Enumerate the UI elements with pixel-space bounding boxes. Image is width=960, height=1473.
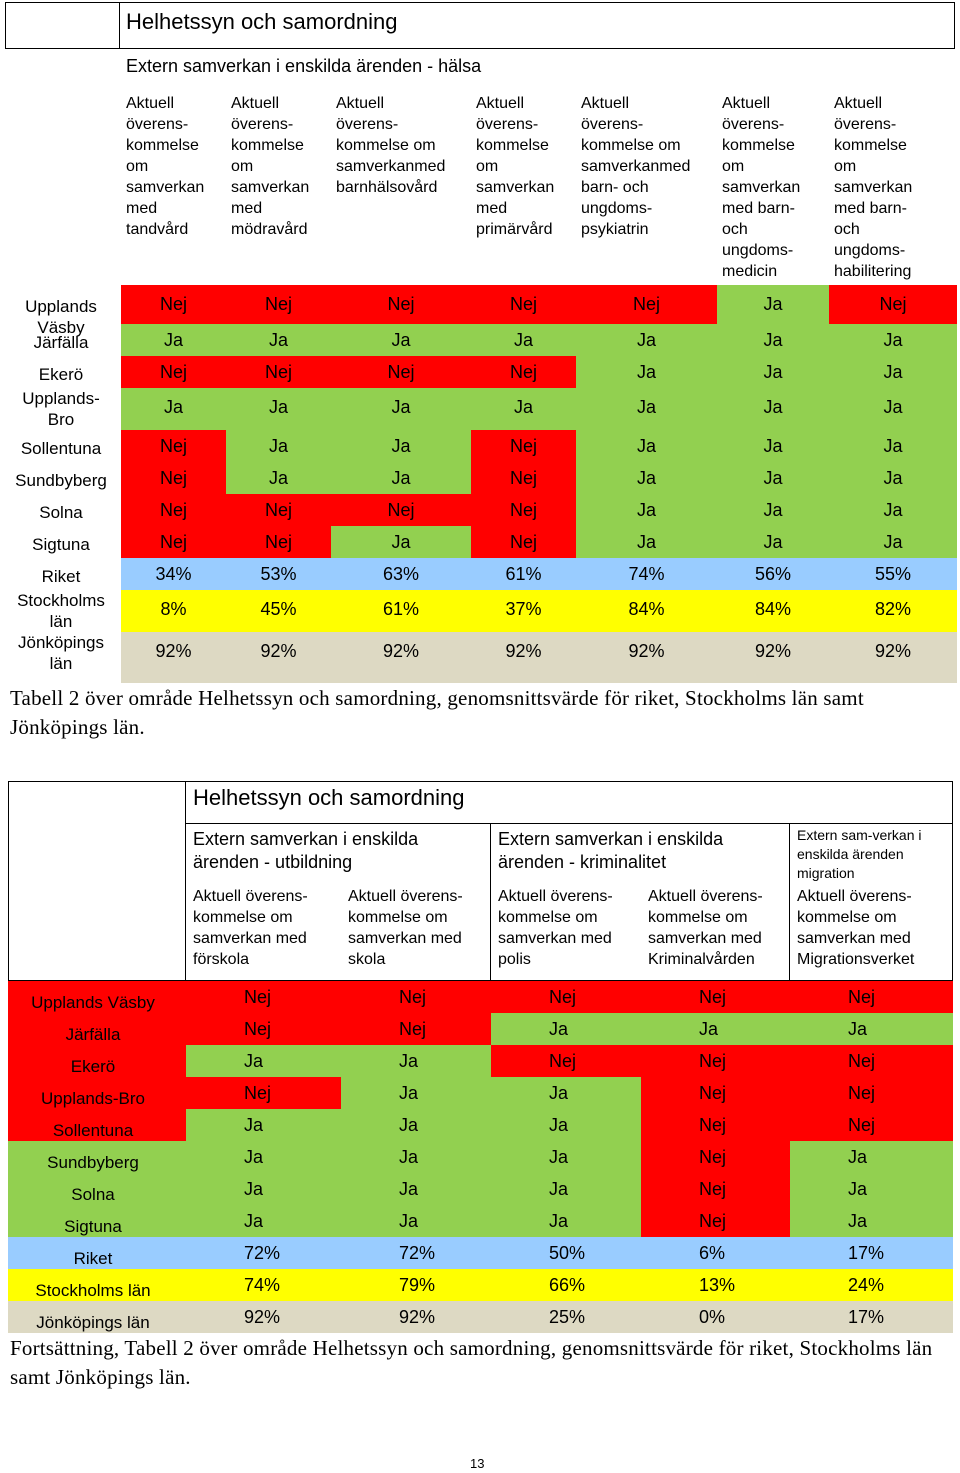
table2-row-label: Solna (71, 1185, 115, 1204)
table2-cell: Ja (341, 1045, 491, 1077)
table2-column-header: Aktuell överens- kommelse om samverkan med polis (498, 888, 613, 968)
table1-cell: Nej (471, 494, 576, 526)
table2-group-migration-label: Extern sam-verkan i enskilda ärenden migration (797, 827, 922, 881)
table1-cell: 92% (471, 632, 576, 670)
table1-cell: 53% (226, 558, 331, 590)
table2-cell: Ja (790, 1173, 953, 1205)
table2-cell: Nej (186, 1013, 341, 1045)
table2-cell: Ja (790, 1013, 953, 1045)
table2-cell: Ja (341, 1173, 491, 1205)
table1-row-label: Järfälla (33, 332, 89, 352)
table1-cell: Ja (226, 324, 331, 356)
table1-cell: Ja (576, 494, 717, 526)
table1-cell: Ja (829, 388, 957, 426)
table1-cell: Ja (226, 388, 331, 426)
table2-cell: Ja (790, 1141, 953, 1173)
table2-cell: 79% (341, 1269, 491, 1301)
table1-cell: Ja (226, 430, 331, 462)
table2-title: Helhetssyn och samordning (193, 785, 465, 810)
table1-cell: Ja (331, 462, 471, 494)
table1-row-label: Solna (39, 502, 83, 522)
table2-cell: 92% (341, 1301, 491, 1333)
table1-column-header: Aktuell överens- kommelse om samverkan med barn- och ungdoms- medicin (722, 95, 801, 280)
table2-cell: 25% (491, 1301, 641, 1333)
table1-row-label: Upplands- Bro (22, 389, 100, 429)
table1-cell: Ja (331, 526, 471, 558)
table1-cell: Nej (576, 285, 717, 324)
table1-cell: Nej (331, 494, 471, 526)
table2-cell: Nej (641, 981, 790, 1013)
table1-title: Helhetssyn och samordning (126, 9, 398, 34)
table1-cell: 61% (331, 590, 471, 628)
table1-cell: Nej (226, 285, 331, 324)
table2-row-label: Riket (73, 1249, 113, 1268)
table2-cell: 74% (186, 1269, 341, 1301)
table2-cell: Ja (641, 1013, 790, 1045)
table2-cell: Ja (491, 1205, 641, 1237)
table2-cell: Ja (186, 1045, 341, 1077)
table2-cell: Ja (491, 1173, 641, 1205)
table2-group-utbildning-label: Extern samverkan i enskilda ärenden - utbildning (193, 829, 419, 872)
table1-cell: Ja (829, 356, 957, 388)
table1-cell: 34% (121, 558, 226, 590)
table1-cell: Ja (717, 388, 829, 426)
table1-cell: Ja (471, 324, 576, 356)
table2-cell: Nej (186, 981, 341, 1013)
table1-cell: Ja (717, 494, 829, 526)
table1-cell: Nej (471, 285, 576, 324)
table2-cell: 92% (186, 1301, 341, 1333)
table1-cell: Ja (471, 388, 576, 426)
table2-cell: Ja (186, 1205, 341, 1237)
table1-title-left-box (5, 2, 120, 49)
table2-cell: 13% (641, 1269, 790, 1301)
table2-cell: 17% (790, 1301, 953, 1333)
table2-cell: Nej (341, 1013, 491, 1045)
table1-row-label: Upplands Väsby (25, 297, 97, 337)
table1-cell: Nej (226, 494, 331, 526)
table2-row-label: Ekerö (70, 1057, 116, 1076)
table1-column-header: Aktuell överens- kommelse om samverkan med mödravård (231, 95, 310, 238)
table1-row-label: Sigtuna (32, 534, 90, 554)
table1-cell: 37% (471, 590, 576, 628)
table1-column-header: Aktuell överens- kommelse om samverkanmed barn- och ungdoms- psykiatrin (581, 95, 691, 238)
table1-cell: Ja (717, 462, 829, 494)
table2-cell: 72% (341, 1237, 491, 1269)
table1-column-header: Aktuell överens- kommelse om samverkanmed barnhälsovård (336, 95, 446, 196)
table1-cell: Ja (829, 462, 957, 494)
table1-cell: 92% (829, 632, 957, 670)
table2-cell: Ja (491, 1013, 641, 1045)
table1-cell: Ja (576, 388, 717, 426)
table1-cell: 74% (576, 558, 717, 590)
table1-cell: Ja (121, 388, 226, 426)
table1-cell: Ja (331, 324, 471, 356)
table1-column-header: Aktuell överens- kommelse om samverkan med barn- och ungdoms- habilitering (834, 95, 913, 280)
table2-cell: Nej (641, 1173, 790, 1205)
table1-cell: Ja (121, 324, 226, 356)
table1-cell: Ja (576, 356, 717, 388)
table1-cell: Ja (829, 494, 957, 526)
table1-cell: Nej (226, 526, 331, 558)
table2-cell: Nej (641, 1141, 790, 1173)
table2-cell: 17% (790, 1237, 953, 1269)
table2-cell: Nej (641, 1205, 790, 1237)
table1-cell: 92% (717, 632, 829, 670)
table1-cell: 56% (717, 558, 829, 590)
table2-cell: Nej (341, 981, 491, 1013)
table1-cell: Ja (717, 356, 829, 388)
table1-cell: Nej (471, 462, 576, 494)
table2-cell: 24% (790, 1269, 953, 1301)
table1-cell: Nej (121, 462, 226, 494)
table2-cell: Nej (641, 1109, 790, 1141)
table2-cell: Ja (790, 1205, 953, 1237)
table2-row-label: Stockholms län (35, 1281, 151, 1300)
table1-cell: Nej (471, 356, 576, 388)
table1-row-label: Sollentuna (20, 438, 102, 458)
table1-cell: 63% (331, 558, 471, 590)
table2-row-label: Jönköpings län (36, 1313, 150, 1332)
table1-cell: Ja (576, 324, 717, 356)
table1-cell: Ja (829, 526, 957, 558)
table1-cell: Ja (576, 462, 717, 494)
table1-cell: Ja (576, 430, 717, 462)
table2-cell: Ja (186, 1109, 341, 1141)
table1-cell: Nej (829, 285, 957, 324)
table2-cell: 50% (491, 1237, 641, 1269)
table1-cell: Ja (717, 324, 829, 356)
table2-row-label: Järfälla (65, 1025, 121, 1044)
table2-column-header: Aktuell överens- kommelse om samverkan med skola (348, 888, 463, 968)
table1-cell: 84% (576, 590, 717, 628)
table1-cell: 8% (121, 590, 226, 628)
table2-cell: Ja (186, 1141, 341, 1173)
table2-cell: Ja (491, 1141, 641, 1173)
table1-cell: Nej (121, 430, 226, 462)
table1-cell: 55% (829, 558, 957, 590)
table2-cell: 72% (186, 1237, 341, 1269)
table2-column-header: Aktuell överens- kommelse om samverkan med förskola (193, 888, 308, 968)
page-number: 13 (470, 1456, 485, 1471)
table2-cell: Nej (790, 1077, 953, 1109)
table1-cell: Ja (829, 430, 957, 462)
table2-cell: Nej (186, 1077, 341, 1109)
table1-cell: 82% (829, 590, 957, 628)
table2-cell: 0% (641, 1301, 790, 1333)
table1-cell: Ja (331, 388, 471, 426)
table1-column-header: Aktuell överens- kommelse om samverkan med primärvård (476, 95, 555, 238)
table2-row-label: Sollentuna (52, 1121, 134, 1140)
table2-cell: Ja (341, 1205, 491, 1237)
table1-cell: Ja (226, 462, 331, 494)
table1-cell: Nej (121, 494, 226, 526)
table1-cell: 92% (121, 632, 226, 670)
table1-row-label: Stockholms län (17, 591, 105, 631)
table1-cell: Nej (226, 356, 331, 388)
table1-cell: Nej (471, 526, 576, 558)
table2-cell: Nej (491, 981, 641, 1013)
table2-group-kriminalitet-label: Extern samverkan i enskilda ärenden - kriminalitet (498, 829, 724, 872)
table1-cell: Ja (576, 526, 717, 558)
table2-title-left-box (8, 781, 186, 981)
table1-cell: Ja (717, 285, 829, 324)
table1-cell: Nej (121, 285, 226, 324)
table2-cell: 66% (491, 1269, 641, 1301)
table2-cell: Nej (641, 1077, 790, 1109)
table2-cell: Nej (790, 981, 953, 1013)
table1-cell: Nej (121, 356, 226, 388)
table1-caption: Tabell 2 över område Helhetssyn och samordning, genomsnittsvärde för riket, Stockholms län samt Jönköpings län. (10, 686, 864, 739)
table1-cell: 61% (471, 558, 576, 590)
table1-cell: Ja (331, 430, 471, 462)
table1-cell: 92% (331, 632, 471, 670)
table1-subtitle: Extern samverkan i enskilda ärenden - hälsa (126, 56, 482, 76)
table1-cell: 92% (576, 632, 717, 670)
table2-cell: Nej (491, 1045, 641, 1077)
table1-column-header: Aktuell överens- kommelse om samverkan med tandvård (126, 95, 205, 238)
table1-cell: Nej (331, 356, 471, 388)
table2-caption: Fortsättning, Tabell 2 över område Helhetssyn och samordning, genomsnittsvärde för riket, Stockholms län samt Jönköpings län. (10, 1336, 933, 1389)
table2-cell: 6% (641, 1237, 790, 1269)
table2-row-label: Upplands Väsby (31, 993, 155, 1012)
table2-cell: Ja (491, 1109, 641, 1141)
table2-row-label: Sigtuna (64, 1217, 122, 1236)
table1-cell: Nej (331, 285, 471, 324)
table1-cell: 84% (717, 590, 829, 628)
table1-cell: 92% (226, 632, 331, 670)
table2-cell: Ja (341, 1109, 491, 1141)
table1-row-label: Jönköpings län (17, 633, 104, 673)
table1-row-label: Ekerö (38, 364, 84, 384)
table1-cell: 45% (226, 590, 331, 628)
table1-title-box (119, 2, 955, 49)
table2-row-label: Upplands-Bro (41, 1089, 145, 1108)
table2-cell: Ja (341, 1077, 491, 1109)
table2-cell: Nej (790, 1109, 953, 1141)
table2-column-header: Aktuell överens- kommelse om samverkan med Kriminalvården (648, 888, 763, 968)
table2-title-box (185, 781, 953, 824)
table2-cell: Nej (790, 1045, 953, 1077)
table1-cell: Nej (121, 526, 226, 558)
table2-cell: Ja (186, 1173, 341, 1205)
table1-cell: Ja (717, 526, 829, 558)
table2-cell: Nej (641, 1045, 790, 1077)
table1-row-label: Sundbyberg (15, 470, 107, 490)
table2-column-header: Aktuell överens- kommelse om samverkan med Migrationsverket (797, 888, 915, 968)
table1-cell: Ja (717, 430, 829, 462)
table1-row-label: Riket (41, 566, 81, 586)
table1-cell: Nej (471, 430, 576, 462)
table2-row-label: Sundbyberg (47, 1153, 139, 1172)
table2-cell: Ja (491, 1077, 641, 1109)
table2-cell: Ja (341, 1141, 491, 1173)
table1-cell: Ja (829, 324, 957, 356)
